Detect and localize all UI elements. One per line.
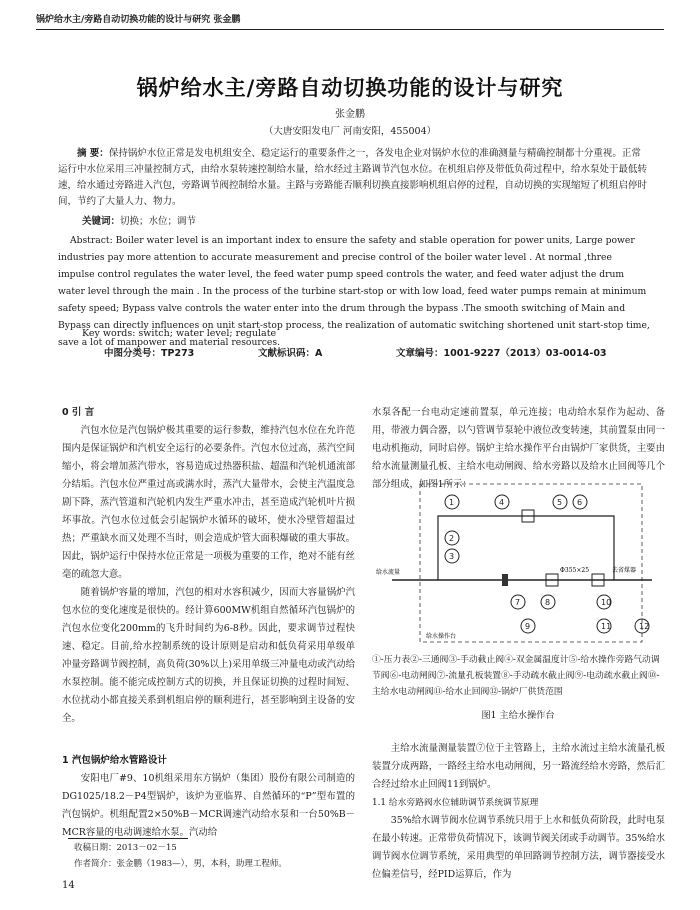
figure-caption: 图1 主给水操作台 bbox=[481, 710, 555, 721]
figure-main-feedwater-platform bbox=[372, 480, 662, 648]
article-no-label: 文章编号： bbox=[396, 348, 444, 359]
figure-pipe-size: Φ355×25 bbox=[560, 567, 590, 574]
figure-platform-label: 给水操作台 bbox=[426, 633, 457, 640]
right-paragraph-2: 主给水流量测量装置⑦位于主管路上，主给水流过主给水流量孔板装置分成两路，一路经主给水电动闸阀，另一路流经给水旁路，然后汇合经过给水止回阀11到锅炉。 bbox=[372, 743, 665, 790]
section-0-title: 0 引 言 bbox=[62, 407, 95, 418]
running-head: 锅炉给水主/旁路自动切换功能的设计与研究 张金鹏 bbox=[36, 15, 241, 25]
footnote-received: 收稿日期：2013－02－15 bbox=[74, 843, 177, 853]
figure-drum-label: 去省煤器 bbox=[612, 567, 637, 574]
doc-code-label: 文献标识码： bbox=[258, 348, 316, 359]
label-2: 2 bbox=[449, 534, 455, 543]
label-3: 3 bbox=[449, 552, 455, 561]
right-paragraph-1: 水泵各配一台电动定速前置泵，单元连接；电动给水泵作为起动、备用，带液力偶合器，以勺管调节泵轮中液位改变转速，其前置泵由同一电动机拖动，同时启停。锅炉主给水操作平台由锅炉厂家供货，主要由给水流量测量孔板、主给水电动闸阀、给水旁路以及给水止回阀等几个部分组成，如图1所示： bbox=[372, 407, 665, 490]
section-0-paragraph-2: 随着锅炉容量的增加，汽包的相对水容积减少，因而大容量锅炉汽包水位的变化速度是很快的。经计算600MW机组自然循环汽包锅炉的汽包水位变化200mm的飞升时间约为6-8秒。因此，要求调节过程快速、稳定。目前,给水控制系统的设计原则是启动和低负荷采用单级单冲量旁路调节阀控制，高负荷(30%以上)采用单级三冲量电动或汽动给水泵控制。能不能完成控制方式的切换，并且保证切换的过程时间短、水位扰动小都直接关系到机组启停的顺利进行，甚至影响到主设备的安全。 bbox=[62, 587, 355, 724]
keywords-zh bbox=[82, 214, 652, 230]
doc-code-value: A bbox=[315, 348, 323, 359]
section-1-paragraph-1: 安阳电厂#9、10机组采用东方锅炉（集团）股份有限公司制造的DG1025/18.2－P4型锅炉，该炉为亚临界、自然循环的“P”型布置的汽包锅炉。机组配置2×50%B－MCR调速汽动给水泵和一台50%B－MCR容量的电动调速给水泵。汽动给 bbox=[62, 773, 355, 838]
clc-label: 中图分类号： bbox=[104, 348, 162, 359]
header-rule bbox=[36, 29, 664, 30]
section-1-body bbox=[62, 770, 355, 842]
clc-value: TP273 bbox=[161, 348, 195, 359]
right-paragraph-3: 35%给水调节阀水位调节系统只用于上水和低负荷阶段，此时电泵在最小转速。正常带负荷情况下，该调节阀关闭或手动调节。35%给水调节阀水位调节系统，采用典型的单回路调节控制方法，调节器接受水位偏差信号，经PID运算后，作为 bbox=[372, 815, 665, 880]
label-12: 12 bbox=[639, 622, 650, 631]
clc-number bbox=[104, 345, 194, 359]
figure-flow-label: 给水流量 bbox=[376, 569, 401, 576]
abstract-zh-text: 保持锅炉水位正常是发电机组安全、稳定运行的重要条件之一，各发电企业对锅炉水位的准确测量与精确控制都十分重视。正常运行中水位采用三冲量控制方式，由给水泵转速控制给水量，给水经过主路调节汽包水位。在机组启停及带低负荷过程中，给水泵处于最低转速，给水通过旁路进入汽包，旁路调节阀控制给水量。主路与旁路能否顺利切换直接影响机组启停的过程，自动切换的实现缩短了机组启停时间，节约了大量人力、物力。 bbox=[58, 148, 648, 207]
abstract-en: Abstract: Boiler water level is an important index to ensure the safety and stable operation for power units, Large power industries pay more attention to accurate measurement and precise control of the boiler water level . At normal ,three impulse control regulates the water level, the feed water pump speed controls the water, and feed water adjust the drum water level through the main . In the process of the turbine start-stop or with low load, feed water pumps remain at minimum safety speed; Bypass valve controls the water enter into the drum through the bypass .The smooth switching of Main and Bypass can directly influences on unit start-stop process, the realization of automatic switching shortened unit start-stop time, save a lot of manpower and material resources. bbox=[58, 235, 650, 348]
label-5: 5 bbox=[557, 498, 563, 507]
author-name: 张金鹏 bbox=[335, 109, 365, 120]
label-7: 7 bbox=[515, 598, 521, 607]
keywords-zh-text: 切换；水位；调节 bbox=[120, 216, 197, 227]
subsection-1-1-title: 1.1 给水旁路阀水位辅助调节系统调节原理 bbox=[372, 798, 539, 808]
footnote-rule bbox=[68, 838, 188, 839]
article-number bbox=[396, 345, 607, 359]
label-8: 8 bbox=[545, 598, 551, 607]
keywords-en: Key words: switch; water level; regulate bbox=[82, 328, 277, 339]
label-6: 6 bbox=[577, 498, 583, 507]
label-4: 4 bbox=[499, 498, 505, 507]
label-10: 10 bbox=[601, 598, 612, 607]
abstract-zh bbox=[58, 146, 650, 210]
label-11: 11 bbox=[601, 622, 612, 631]
figure-legend: ①-压力表②-三通阀③-手动截止阀④-双金属温度计⑤-给水操作旁路气动调节阀⑥-电动闸阀⑦-流量孔板装置⑧-手动疏水截止阀⑨-电动疏水截止阀⑩-主给水电动闸阀⑪-给水止回阀⑫-锅炉厂供货范围 bbox=[372, 655, 660, 697]
section-0-body bbox=[62, 422, 355, 728]
article-title: 锅炉给水主/旁路自动切换功能的设计与研究 bbox=[136, 75, 564, 100]
label-9: 9 bbox=[525, 622, 531, 631]
label-1: 1 bbox=[449, 498, 455, 507]
article-no-value: 1001-9227（2013）03-0014-03 bbox=[443, 348, 607, 359]
keywords-zh-label: 关键词： bbox=[82, 216, 121, 227]
flow-orifice bbox=[502, 574, 508, 586]
section-0-paragraph-1: 汽包水位是汽包锅炉极其重要的运行参数，维持汽包水位在允许范围内是保证锅炉和汽机安全运行的必要条件。汽包水位过高，蒸汽空间缩小，将会增加蒸汽带水，容易造成过热器积盐、超温和汽轮机通流部分结垢。汽包水位严重过高或满水时，蒸汽大量带水，会使主汽温度急剧下降，蒸汽管道和汽轮机内发生严重水冲击，甚至造成汽轮机叶片损坏事故。汽包水位过低会引起锅炉水循环的破坏，使水冷壁管超温过热；严重缺水而又处理不当时，则会造成炉管大面积爆破的重大事故。因此，锅炉运行中保持水位正常是一项极为重要的工作，绝对不能有丝毫的疏忽大意。 bbox=[62, 425, 355, 580]
right-column-body bbox=[372, 740, 665, 884]
document-code bbox=[258, 345, 322, 359]
abstract-zh-label: 摘 要： bbox=[77, 148, 109, 159]
author-affiliation: （大唐安阳发电厂 河南安阳，455004） bbox=[263, 126, 437, 137]
page-number: 14 bbox=[62, 880, 75, 891]
footnote-author: 作者简介：张金鹏（1983—），男，本科，助理工程师。 bbox=[74, 859, 287, 869]
section-1-title: 1 汽包锅炉给水管路设计 bbox=[62, 755, 167, 766]
